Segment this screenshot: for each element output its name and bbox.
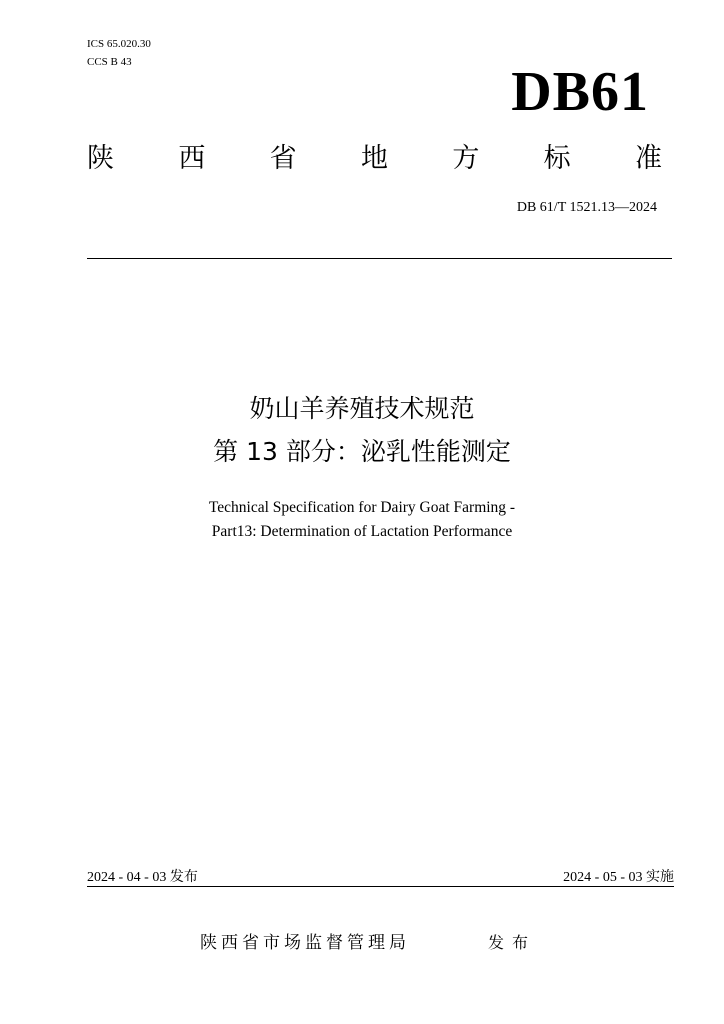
standard-type-char: 标 [543,143,571,174]
ics-code: ICS 65.020.30 [87,38,151,50]
standard-type-char: 省 [269,143,297,174]
implement-date [563,868,674,887]
title-english-part: Part13: Determination of Lactation Performance [211,523,513,540]
footer-divider [87,886,674,887]
issue-date-label: 发布 [169,869,198,885]
standard-logo: DB61 [511,61,649,123]
title-chinese-part: 第 13 部分：泌乳性能测定 [213,437,511,466]
issue-date [87,868,198,887]
header-divider [87,258,672,259]
publisher-name: 陕西省市场监督管理局 [200,933,410,953]
issue-date-value: 2024 - 04 - 03 [87,870,167,885]
standard-type-heading [87,142,662,176]
publish-label: 发布 [488,933,537,952]
standard-number: DB 61/T 1521.13—2024 [516,200,657,215]
title-chinese-main: 奶山羊养殖技术规范 [249,394,475,423]
standard-type-char: 陕 [87,143,114,174]
standard-type-char: 西 [178,143,206,174]
standard-type-char: 方 [452,143,480,174]
ccs-code: CCS B 43 [87,56,132,68]
implement-date-value: 2024 - 05 - 03 [563,870,643,885]
standard-type-char: 地 [360,143,388,174]
title-english-main: Technical Specification for Dairy Goat Farming - [208,499,516,516]
implement-date-label: 实施 [646,869,674,885]
standard-type-char: 准 [634,143,662,174]
